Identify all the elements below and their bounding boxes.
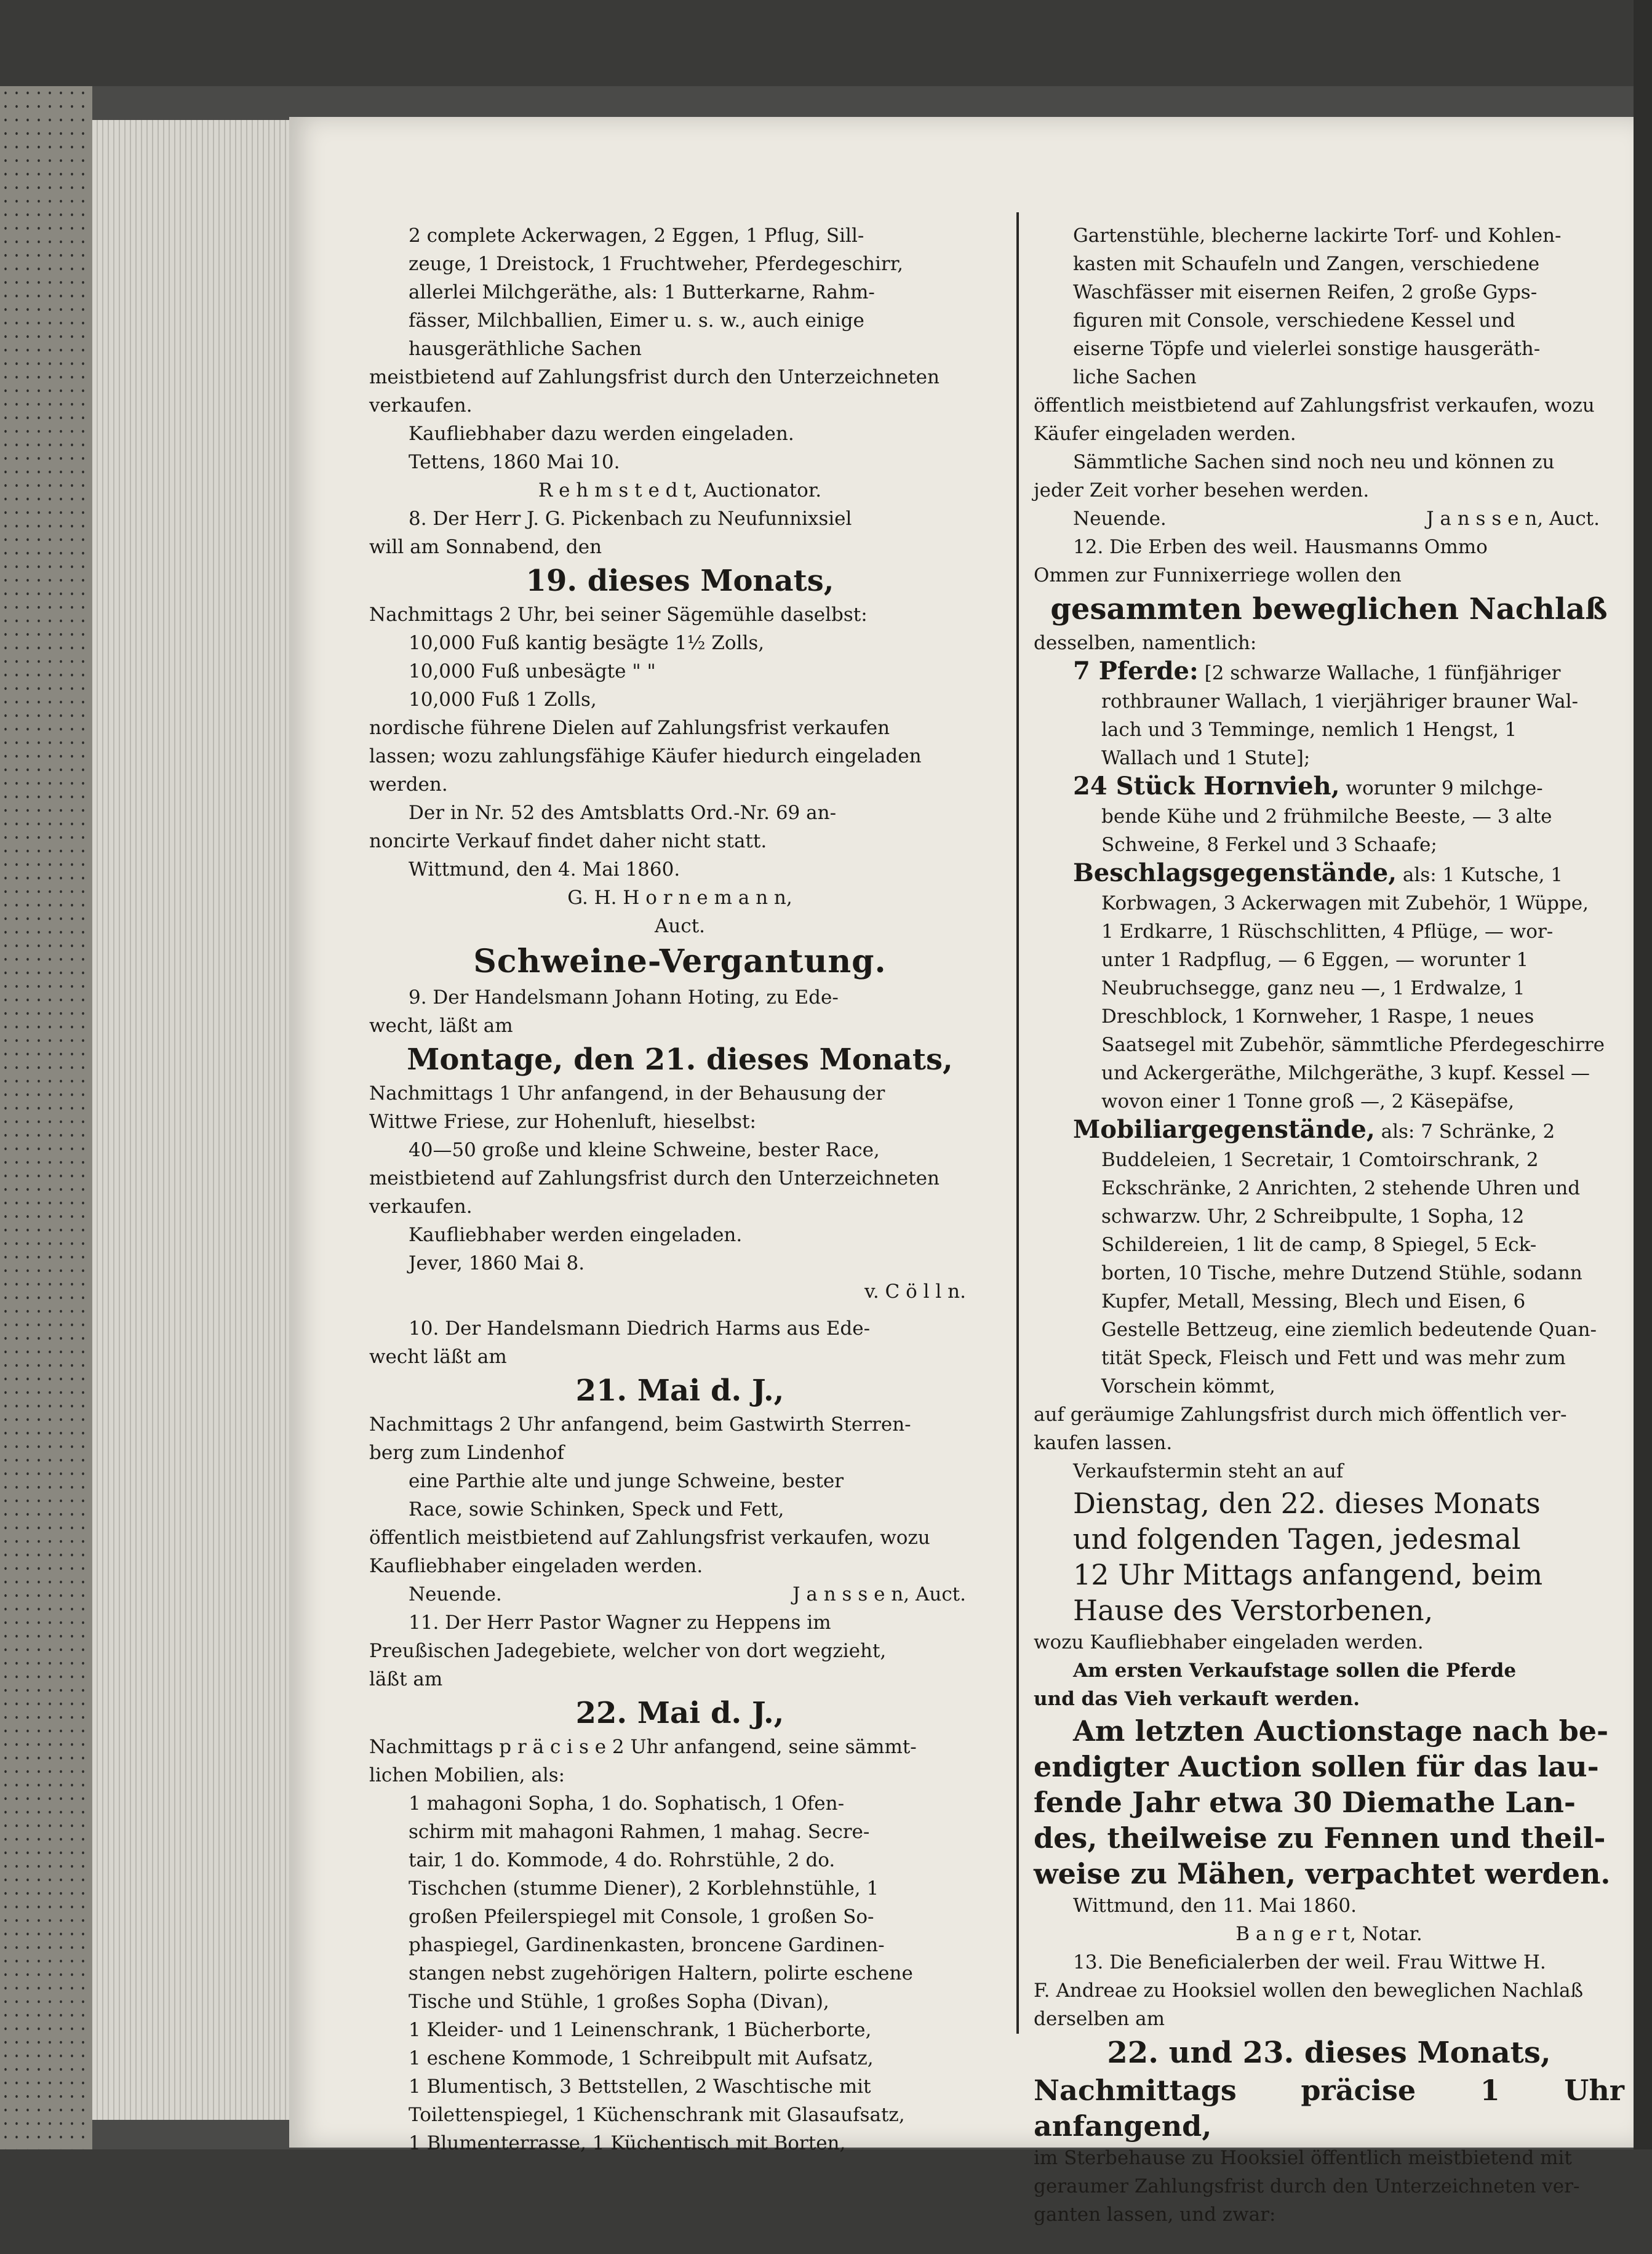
text-line: wovon einer 1 Tonne groß —, 2 Käsepäfse, <box>1101 1090 1515 1113</box>
text-line: ganten lassen, und zwar: <box>1034 2204 1276 2226</box>
scan-background-top <box>0 0 1652 86</box>
text-line: Schweine, 8 Ferkel und 3 Schaafe; <box>1101 834 1437 856</box>
text-line: Tische und Stühle, 1 großes Sopha (Divan), <box>409 1991 829 2013</box>
text-line: 11. Der Herr Pastor Wagner zu Heppens im <box>409 1612 831 1634</box>
text-line: Tischchen (stumme Diener), 2 Korblehnstühle, 1 <box>409 1877 879 1900</box>
text-line: rothbrauner Wallach, 1 vierjähriger brauner Wal- <box>1101 690 1578 713</box>
text-line: 1 eschene Kommode, 1 Schreibpult mit Aufsatz, <box>409 2047 874 2069</box>
signature-line: G. H. H o r n e m a n n, <box>567 887 792 909</box>
text-line: Tettens, 1860 Mai 10. <box>409 451 620 473</box>
text-line: 10,000 Fuß unbesägte " " <box>409 660 656 682</box>
text-line: wecht, läßt am <box>369 1015 513 1037</box>
date-heading: Hause des Verstorbenen, <box>1073 1594 1434 1627</box>
text-line: werden. <box>369 773 448 796</box>
signature-line: R e h m s t e d t, Auctionator. <box>538 479 822 502</box>
text-line: Jever, 1860 Mai 8. <box>409 1252 585 1274</box>
text-line: 1 Blumentisch, 3 Bettstellen, 2 Waschtische mit <box>409 2076 871 2098</box>
text-line: großen Pfeilerspiegel mit Console, 1 großen So- <box>409 1906 874 1928</box>
text-line: Neubruchsegge, ganz neu —, 1 Erdwalze, 1 <box>1101 977 1525 999</box>
notice-bold-line: Am letzten Auctionstage nach be- <box>1073 1714 1609 1748</box>
text-line: Race, sowie Schinken, Speck und Fett, <box>409 1498 784 1521</box>
text-line: tair, 1 do. Kommode, 4 do. Rohrstühle, 2 do. <box>409 1849 836 1871</box>
text-line: eine Parthie alte und junge Schweine, bester <box>409 1470 844 1492</box>
text-line: Kupfer, Metall, Messing, Blech und Eisen, 6 <box>1101 1290 1526 1313</box>
date-heading: 22. und 23. dieses Monats, <box>1107 2036 1551 2070</box>
notice-bold-line: endigter Auction sollen für das lau- <box>1034 1750 1599 1783</box>
text-line: 40—50 große und kleine Schweine, bester Race, <box>409 1139 880 1161</box>
text-line: eiserne Töpfe und vielerlei sonstige hausgeräth- <box>1073 338 1541 360</box>
text-line: Gartenstühle, blecherne lackirte Torf- und Kohlen- <box>1073 225 1562 247</box>
item-heading: 24 Stück Hornvieh, <box>1073 772 1340 801</box>
text-line: Dreschblock, 1 Kornweher, 1 Raspe, 1 neues <box>1101 1005 1534 1028</box>
text-line: Verkaufstermin steht an auf <box>1073 1460 1344 1482</box>
text-line: verkaufen. <box>369 1196 473 1218</box>
text-line: schwarzw. Uhr, 2 Schreibpulte, 1 Sopha, 12 <box>1101 1205 1525 1228</box>
text-line: Wittmund, den 11. Mai 1860. <box>1073 1895 1357 1917</box>
text-line: Kaufliebhaber werden eingeladen. <box>409 1224 743 1246</box>
text-line: figuren mit Console, verschiedene Kessel und <box>1073 310 1515 332</box>
text-line: [2 schwarze Wallache, 1 fünfjähriger <box>1198 662 1561 684</box>
left-column <box>369 222 991 2157</box>
text-line: Sämmtliche Sachen sind noch neu und können zu <box>1073 451 1555 473</box>
text-line: Gestelle Bettzeug, eine ziemlich bedeutende Quan- <box>1101 1319 1597 1341</box>
text-line: Saatsegel mit Zubehör, sämmtliche Pferdegeschirre <box>1101 1034 1605 1056</box>
text-line: Korbwagen, 3 Ackerwagen mit Zubehör, 1 Wüppe, <box>1101 892 1589 914</box>
text-line: 8. Der Herr J. G. Pickenbach zu Neufunnixsiel <box>409 508 852 530</box>
text-line: Ommen zur Funnixerriege wollen den <box>1034 564 1402 586</box>
text-line: 1 Blumenterrasse, 1 Küchentisch mit Borten, <box>409 2132 846 2154</box>
signature-line: v. C ö l l n. <box>864 1281 966 1303</box>
text-line: Schildereien, 1 lit de camp, 8 Spiegel, 5 Eck- <box>1101 1234 1537 1256</box>
text-line: 10. Der Handelsmann Diedrich Harms aus Ede- <box>409 1317 871 1340</box>
text-line: jeder Zeit vorher besehen werden. <box>1034 479 1370 502</box>
text-line: Eckschränke, 2 Anrichten, 2 stehende Uhren und <box>1101 1177 1581 1199</box>
signature-line: J a n s s e n, Auct. <box>792 1583 966 1605</box>
section-heading: Schweine-Vergantung. <box>473 943 887 980</box>
text-line: fässer, Milchballien, Eimer u. s. w., auch einige <box>409 310 864 332</box>
place-line: Neuende. <box>409 1583 502 1605</box>
date-heading: Nachmittags präcise 1 Uhr anfangend, <box>1034 2074 1624 2143</box>
item-heading: Beschlagsgegenstände, <box>1073 858 1397 887</box>
item-heading: 7 Pferde: <box>1073 657 1199 685</box>
text-line: phaspiegel, Gardinenkasten, broncene Gardinen- <box>409 1934 885 1956</box>
text-line: 12. Die Erben des weil. Hausmanns Ommo <box>1073 536 1488 558</box>
text-line: 2 complete Ackerwagen, 2 Eggen, 1 Pflug, Sill- <box>409 225 864 247</box>
text-line: und Ackergeräthe, Milchgeräthe, 3 kupf. Kessel — <box>1101 1062 1590 1084</box>
text-line: Buddeleien, 1 Secretair, 1 Comtoirschrank, 2 <box>1101 1149 1539 1171</box>
text-line: tität Speck, Fleisch und Fett und was mehr zum <box>1101 1347 1566 1369</box>
text-line: borten, 10 Tische, mehre Dutzend Stühle, sodann <box>1101 1262 1582 1284</box>
text-line: hausgeräthliche Sachen <box>409 338 642 360</box>
column-divider <box>1016 212 1019 2034</box>
date-heading: 19. dieses Monats, <box>525 564 834 598</box>
right-column <box>1034 222 1624 2229</box>
text-line: berg zum Lindenhof <box>369 1442 564 1464</box>
text-line: meistbietend auf Zahlungsfrist durch den Unterzeichneten <box>369 1167 940 1189</box>
text-line: Nachmittags p r ä c i s e 2 Uhr anfangend, seine sämmt- <box>369 1736 917 1758</box>
text-line: verkaufen. <box>369 394 473 417</box>
text-line: 10,000 Fuß kantig besägte 1½ Zolls, <box>409 632 765 654</box>
text-line: lach und 3 Temminge, nemlich 1 Hengst, 1 <box>1101 719 1517 741</box>
place-line: Neuende. <box>1073 508 1167 530</box>
text-line: Am ersten Verkaufstage sollen die Pferde <box>1073 1660 1517 1682</box>
text-line: 1 Erdkarre, 1 Rüschschlitten, 4 Pflüge, — wor- <box>1101 921 1554 943</box>
text-line: wozu Kaufliebhaber eingeladen werden. <box>1034 1631 1424 1653</box>
signature-line: Auct. <box>654 915 706 937</box>
estate-heading: gesammten beweglichen Nachlaß <box>1050 592 1608 626</box>
item-heading: Mobiliargegenstände, <box>1073 1115 1375 1144</box>
text-line: 9. Der Handelsmann Johann Hoting, zu Ede- <box>409 986 839 1009</box>
signature-line: B a n g e r t, Notar. <box>1235 1923 1423 1945</box>
text-line: als: 7 Schränke, 2 <box>1375 1121 1555 1143</box>
text-line: stangen nebst zugehörigen Haltern, polirte eschene <box>409 1962 913 1984</box>
text-line: Preußischen Jadegebiete, welcher von dort wegzieht, <box>369 1640 887 1662</box>
text-line: Kaufliebhaber eingeladen werden. <box>369 1555 703 1577</box>
text-line: wecht läßt am <box>369 1346 507 1368</box>
text-line: meistbietend auf Zahlungsfrist durch den Unterzeichneten <box>369 366 940 388</box>
text-line: auf geräumige Zahlungsfrist durch mich öffentlich ver- <box>1034 1404 1567 1426</box>
text-line: Käufer eingeladen werden. <box>1034 423 1296 445</box>
text-line: läßt am <box>369 1668 443 1690</box>
text-line: unter 1 Radpflug, — 6 Eggen, — worunter 1 <box>1101 949 1529 971</box>
scan-background-right <box>1634 0 1652 2254</box>
text-line: liche Sachen <box>1073 366 1197 388</box>
text-line: lassen; wozu zahlungsfähige Käufer hiedurch eingeladen <box>369 745 922 767</box>
notice-bold-line: fende Jahr etwa 30 Diemathe Lan- <box>1034 1786 1576 1819</box>
text-line: 10,000 Fuß 1 Zolls, <box>409 689 597 711</box>
date-heading: Montage, den 21. dieses Monats, <box>407 1042 953 1077</box>
text-line: Toilettenspiegel, 1 Küchenschrank mit Glasaufsatz, <box>409 2104 905 2126</box>
text-line: Kaufliebhaber dazu werden eingeladen. <box>409 423 794 445</box>
text-line: Wittwe Friese, zur Hohenluft, hieselbst: <box>369 1111 756 1133</box>
text-line: Wallach und 1 Stute]; <box>1101 747 1311 769</box>
text-line: Waschfässer mit eisernen Reifen, 2 große Gyps- <box>1073 281 1538 303</box>
text-line: Wittmund, den 4. Mai 1860. <box>409 858 680 881</box>
text-line: öffentlich meistbietend auf Zahlungsfrist verkaufen, wozu <box>369 1527 930 1549</box>
date-heading: Dienstag, den 22. dieses Monats <box>1073 1487 1541 1520</box>
text-line: noncirte Verkauf findet daher nicht statt. <box>369 830 767 852</box>
date-heading: 21. Mai d. J., <box>575 1373 784 1408</box>
text-line: kaufen lassen. <box>1034 1432 1173 1454</box>
text-line: 1 Kleider- und 1 Leinenschrank, 1 Bücherborte, <box>409 2019 872 2041</box>
text-line: Vorschein kömmt, <box>1101 1375 1275 1397</box>
text-line: derselben am <box>1034 2008 1165 2030</box>
text-line: 1 mahagoni Sopha, 1 do. Sophatisch, 1 Ofen- <box>409 1792 845 1815</box>
text-line: als: 1 Kutsche, 1 <box>1397 864 1563 886</box>
text-line: öffentlich meistbietend auf Zahlungsfrist verkaufen, wozu <box>1034 394 1595 417</box>
text-line: Nachmittags 2 Uhr anfangend, beim Gastwirth Sterren- <box>369 1413 911 1436</box>
text-line: Der in Nr. 52 des Amtsblatts Ord.-Nr. 69 an- <box>409 802 837 824</box>
date-heading: 22. Mai d. J., <box>575 1696 784 1730</box>
text-line: will am Sonnabend, den <box>369 536 602 558</box>
text-line: desselben, namentlich: <box>1034 632 1257 654</box>
text-line: 13. Die Beneficialerben der weil. Frau Wittwe H. <box>1073 1951 1546 1973</box>
text-line: lichen Mobilien, als: <box>369 1764 565 1786</box>
signature-line: J a n s s e n, Auct. <box>1426 508 1600 530</box>
text-line: und das Vieh verkauft werden. <box>1034 1688 1360 1710</box>
text-line: worunter 9 milchge- <box>1339 777 1543 799</box>
text-line: nordische führene Dielen auf Zahlungsfrist verkaufen <box>369 717 890 739</box>
text-line: im Sterbehause zu Hooksiel öffentlich meistbietend mit <box>1034 2147 1572 2169</box>
date-heading: 12 Uhr Mittags anfangend, beim <box>1073 1558 1543 1591</box>
page-stack-edge <box>92 120 295 2120</box>
notice-bold-line: weise zu Mähen, verpachtet werden. <box>1034 1857 1611 1890</box>
text-line: Nachmittags 2 Uhr, bei seiner Sägemühle daselbst: <box>369 604 868 626</box>
notice-bold-line: des, theilweise zu Fennen und theil- <box>1034 1821 1606 1855</box>
text-line: bende Kühe und 2 frühmilche Beeste, — 3 alte <box>1101 805 1552 828</box>
text-line: Nachmittags 1 Uhr anfangend, in der Behausung der <box>369 1082 885 1105</box>
date-heading: und folgenden Tagen, jedesmal <box>1073 1522 1521 1556</box>
text-line: zeuge, 1 Dreistock, 1 Fruchtweher, Pferdegeschirr, <box>409 253 904 275</box>
text-line: allerlei Milchgeräthe, als: 1 Butterkarne, Rahm- <box>409 281 875 303</box>
text-line: F. Andreae zu Hooksiel wollen den beweglichen Nachlaß <box>1034 1980 1584 2002</box>
text-line: kasten mit Schaufeln und Zangen, verschiedene <box>1073 253 1540 275</box>
text-line: geraumer Zahlungsfrist durch den Unterzeichneten ver- <box>1034 2175 1580 2197</box>
book-cover-edge <box>0 86 92 2166</box>
text-line: schirm mit mahagoni Rahmen, 1 mahag. Secre- <box>409 1821 870 1843</box>
